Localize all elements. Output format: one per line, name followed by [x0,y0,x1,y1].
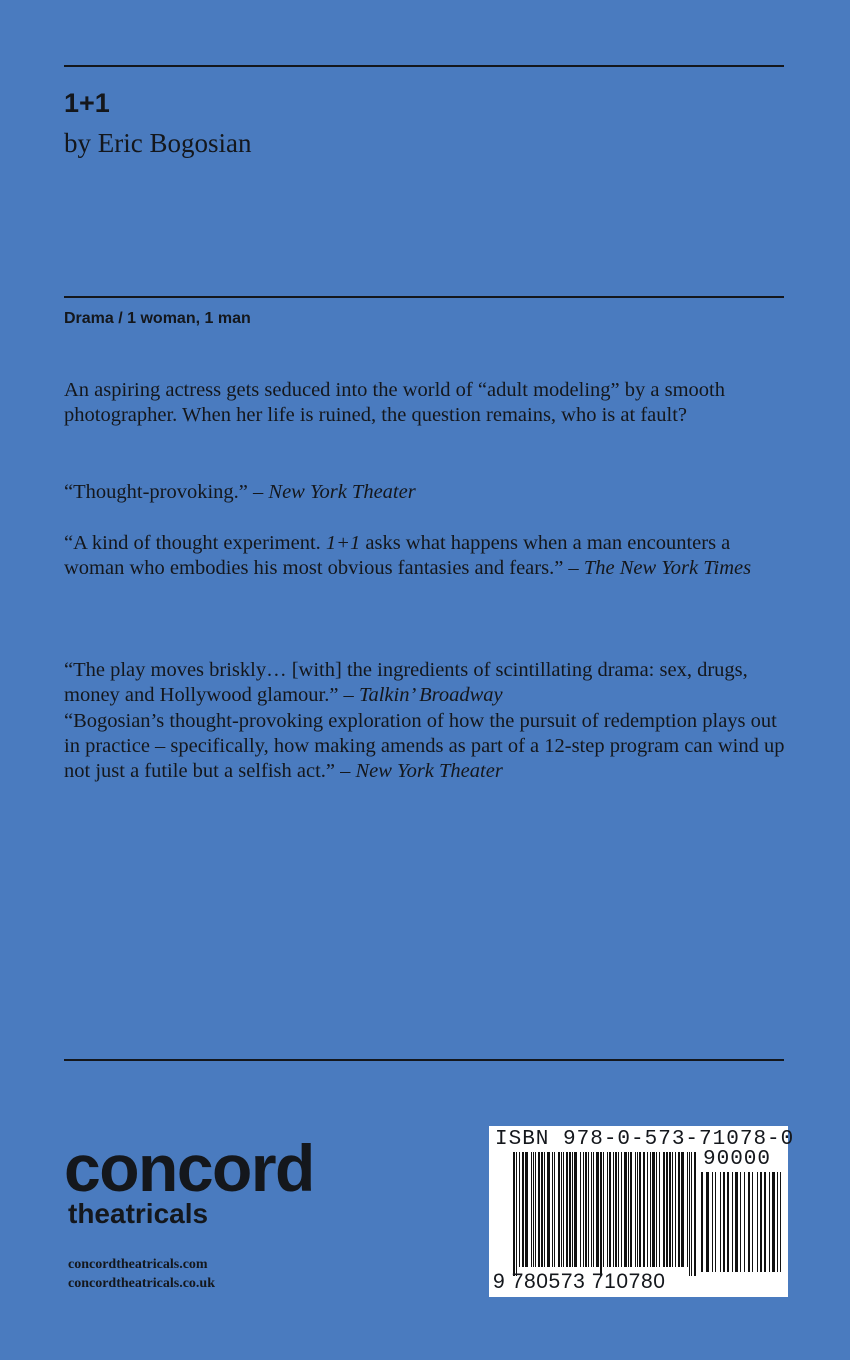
review-quote [64,658,786,708]
barcode-bar [541,1152,543,1267]
barcode-bar [656,1152,657,1267]
barcode-bar [635,1152,636,1267]
barcode-bar [659,1152,660,1267]
barcode-bar [639,1152,641,1267]
addon-bar [701,1172,703,1272]
barcode-bar [647,1152,648,1267]
barcode-bar [678,1152,680,1267]
top-divider [64,65,784,67]
bottom-divider [64,1059,784,1061]
publisher-url-uk[interactable]: concordtheatricals.co.uk [68,1276,215,1291]
barcode-bar [689,1152,690,1276]
barcode-bar [593,1152,594,1267]
barcode-bar [618,1152,619,1267]
barcode-bar [554,1152,555,1267]
quote-source: Talkin’ Broadway [358,684,503,706]
barcode-bar [603,1152,604,1267]
barcode-bar [615,1152,617,1267]
barcode-bar [672,1152,673,1267]
barcode-bar [669,1152,671,1267]
synopsis: An aspiring actress gets seduced into the world of “adult modeling” by a smooth photographer. When her life is ruined, the question remains, who is at fault? [64,379,725,426]
barcode-bar [675,1152,676,1267]
barcode-bar [588,1152,589,1267]
quote-source: The New York Times [583,557,752,579]
barcode-bar [607,1152,608,1267]
barcode-bar [609,1152,611,1267]
addon-bar [727,1172,729,1272]
review-quote [64,709,786,784]
barcode-bar [613,1152,614,1267]
barcode-bar [519,1152,520,1267]
addon-bar [757,1172,758,1272]
barcode-bar [552,1152,553,1267]
isbn-label: ISBN 978-0-573-71078-0 [495,1128,795,1151]
quote-text: “A kind of thought experiment. [64,532,326,554]
barcode-bar [574,1152,577,1267]
barcode-bar [681,1152,684,1267]
book-title: 1+1 [64,88,110,118]
barcode-bar [600,1152,602,1276]
barcode-bar [561,1152,562,1267]
barcode-bar [691,1152,692,1276]
barcode-bar [513,1152,515,1276]
barcode-bar [687,1152,688,1267]
barcode-bar [583,1152,584,1267]
barcode-bar [558,1152,560,1267]
genre-label: Drama / 1 woman, 1 man [64,310,251,327]
barcode-digits: 9 780573 710780 [493,1270,666,1293]
addon-bar [748,1172,750,1272]
addon-bar [706,1172,709,1272]
publisher-logo-sub: theatricals [68,1198,209,1229]
barcode-bar [572,1152,573,1267]
barcode-bar [531,1152,532,1267]
isbn-barcode [489,1126,795,1297]
barcode-bar [652,1152,655,1267]
play-title-inline: 1+1 [325,532,361,554]
addon-bar [740,1172,741,1272]
addon-number: 90000 [703,1148,772,1171]
barcode-bar [694,1152,696,1276]
barcode-bar [624,1152,627,1267]
barcode-bar [666,1152,668,1267]
publisher-logo: concord [64,1131,314,1205]
barcode-bar [535,1152,536,1267]
addon-bar [712,1172,713,1272]
barcode-bar [650,1152,651,1267]
barcode-bar [591,1152,592,1267]
quote-text: asks what happens when a man encounters a woman who embodies his most obvious fantasies and fears.” – [64,532,731,579]
barcode-bar [621,1152,622,1267]
barcode-bar [533,1152,534,1267]
addon-bar [744,1172,745,1272]
addon-bar [772,1172,775,1272]
barcode-bar [663,1152,665,1267]
barcode-bar [566,1152,568,1267]
barcode-bar [569,1152,571,1267]
addon-bar [723,1172,725,1272]
barcode-bar [538,1152,540,1267]
addon-bar [735,1172,738,1272]
quote-text: “Bogosian’s thought-provoking exploration of how the pursuit of redemption plays out in practice – specifically, how making amends as part of a 12-step program can wind up not just a futile but a selfish act.” – [64,710,785,782]
barcode-bar [563,1152,564,1267]
barcode-bar [643,1152,645,1267]
barcode-bar [637,1152,638,1267]
addon-bar [715,1172,716,1272]
barcode-bar [525,1152,528,1267]
barcode-bar [628,1152,629,1267]
barcode-bar [580,1152,581,1267]
quote-text: “The play moves briskly… [with] the ingredients of scintillating drama: sex, drugs, money and Hollywood glamour.” – [64,659,748,706]
author-byline: by Eric Bogosian [64,128,252,158]
quote-source: New York Theater [268,481,416,503]
quote-text: “Thought-provoking.” – [64,481,269,503]
review-quote [64,480,786,505]
addon-bar [777,1172,778,1272]
quote-source: New York Theater [355,760,503,782]
barcode-bar [522,1152,524,1267]
review-quote [64,531,786,581]
barcode-bar [547,1152,550,1267]
genre-divider [64,296,784,298]
addon-bar [769,1172,770,1272]
addon-bar [780,1172,781,1272]
barcode-bar [585,1152,587,1267]
addon-bar [720,1172,721,1272]
barcode-bar [630,1152,632,1267]
addon-bar [732,1172,733,1272]
addon-bar [752,1172,753,1272]
publisher-url[interactable]: concordtheatricals.com [68,1257,208,1272]
barcode-bar [596,1152,599,1267]
barcode-bar [544,1152,545,1267]
addon-bar [760,1172,762,1272]
barcode-bar [516,1152,517,1276]
addon-bar [764,1172,766,1272]
